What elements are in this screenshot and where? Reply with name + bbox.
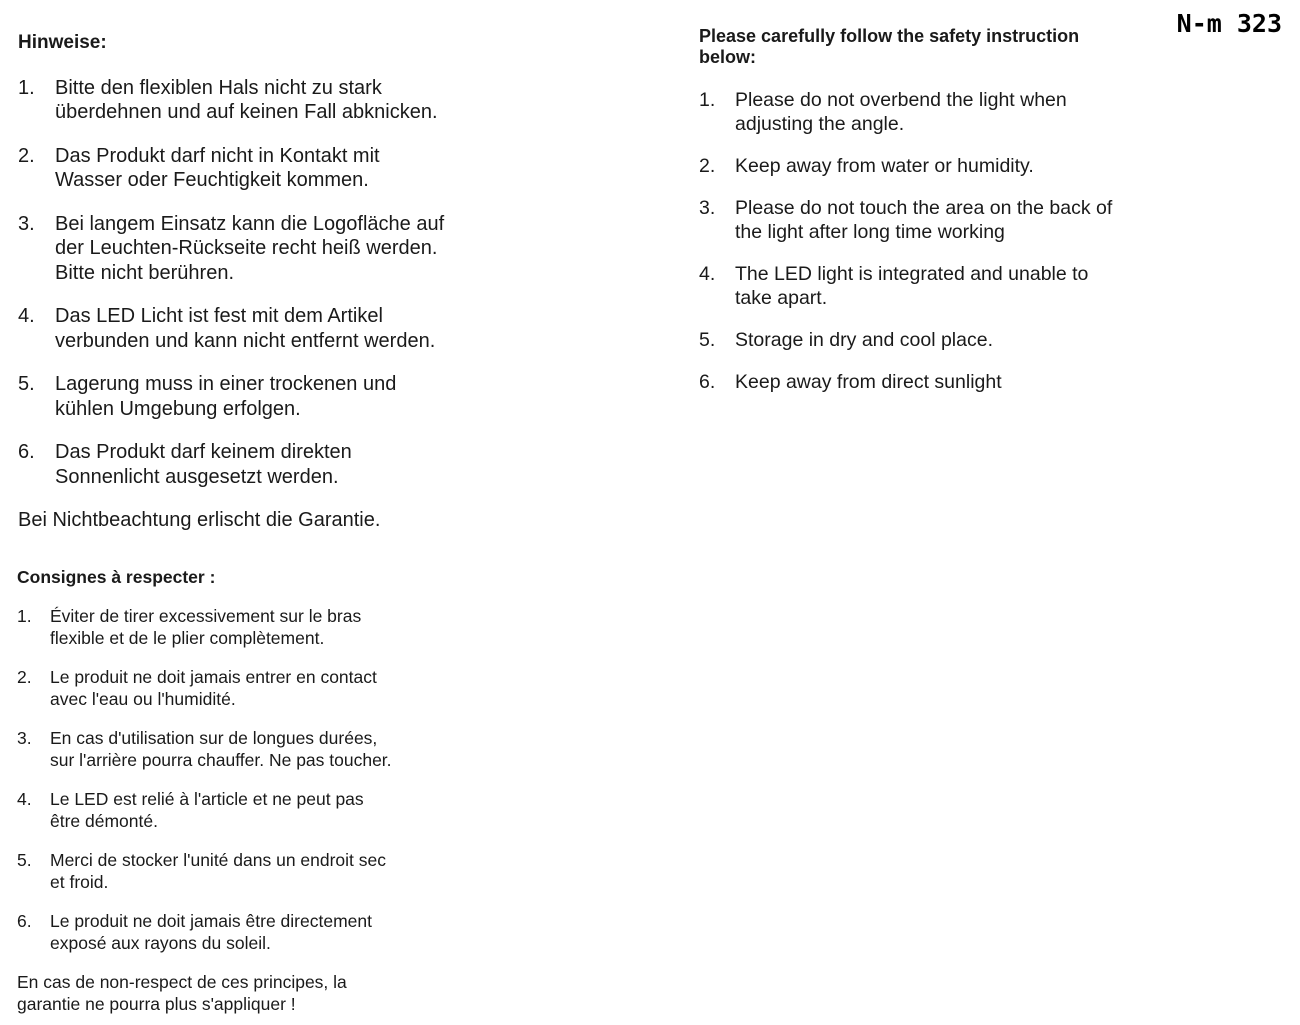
item-number: 3. xyxy=(17,728,32,748)
item-line: Wasser oder Feuchtigkeit kommen. xyxy=(55,169,369,191)
item-line: En cas d'utilisation sur de longues durées, xyxy=(50,728,378,748)
note-line: En cas de non-respect de ces principes, la xyxy=(17,972,347,992)
english-item-3 xyxy=(699,196,1112,244)
item-line: Bei langem Einsatz kann die Logofläche auf xyxy=(55,212,445,235)
french-item-1 xyxy=(17,605,392,649)
french-warranty-note xyxy=(17,971,392,1015)
item-line: take apart. xyxy=(735,287,828,309)
german-warranty-note: Bei Nichtbeachtung erlischt die Garantie. xyxy=(18,509,381,531)
item-line: Bitte den flexiblen Hals nicht zu stark xyxy=(55,76,382,99)
english-item-2 xyxy=(699,154,1112,178)
item-number: 1. xyxy=(699,89,716,111)
item-line: verbunden und kann nicht entfernt werden. xyxy=(55,329,436,352)
item-line: avec l'eau ou l'humidité. xyxy=(50,689,236,709)
english-item-5 xyxy=(699,328,1112,352)
item-line: Bitte nicht berühren. xyxy=(55,261,234,284)
english-heading xyxy=(699,26,1112,68)
item-number: 1. xyxy=(17,606,32,626)
item-line: Das Produkt darf nicht in Kontakt mit xyxy=(55,144,380,167)
english-item-1 xyxy=(699,88,1112,136)
item-number: 1. xyxy=(18,76,35,99)
item-number: 6. xyxy=(699,371,716,393)
german-instructions xyxy=(18,31,444,533)
item-line: the light after long time working xyxy=(735,221,1005,243)
item-line: überdehnen und auf keinen Fall abknicken. xyxy=(55,101,438,123)
item-number: 2. xyxy=(699,155,716,177)
item-line: Keep away from direct sunlight xyxy=(735,371,1002,393)
item-line: sur l'arrière pourra chauffer. Ne pas toucher. xyxy=(50,750,392,770)
german-heading: Hinweise: xyxy=(18,32,107,53)
item-line: Éviter de tirer excessivement sur le bras xyxy=(50,606,362,626)
french-item-6 xyxy=(17,910,392,954)
item-line: flexible et de le plier complètement. xyxy=(50,628,325,648)
german-item-4 xyxy=(18,304,444,353)
note-line: garantie ne pourra plus s'appliquer ! xyxy=(17,994,296,1014)
item-line: Le produit ne doit jamais entrer en contact xyxy=(50,667,377,687)
heading-line: below: xyxy=(699,47,756,67)
item-number: 4. xyxy=(699,263,716,285)
item-line: Sonnenlicht ausgesetzt werden. xyxy=(55,465,339,488)
item-number: 5. xyxy=(699,329,716,351)
french-item-2 xyxy=(17,666,392,710)
german-item-2 xyxy=(18,144,444,193)
document-code-label: N-m 323 xyxy=(1176,9,1282,38)
item-line: der Leuchten-Rückseite recht heiß werden. xyxy=(55,237,438,259)
item-number: 6. xyxy=(18,441,35,463)
item-line: Lagerung muss in einer trockenen und xyxy=(55,373,397,395)
heading-line: Please carefully follow the safety instruction xyxy=(699,26,1080,46)
item-line: Please do not overbend the light when xyxy=(735,89,1067,111)
item-line: exposé aux rayons du soleil. xyxy=(50,933,271,953)
english-list xyxy=(699,88,1112,394)
item-line: Merci de stocker l'unité dans un endroit sec xyxy=(50,850,387,870)
item-line: Le produit ne doit jamais être directement xyxy=(50,911,372,931)
item-number: 6. xyxy=(17,911,32,931)
item-number: 3. xyxy=(699,197,716,219)
item-line: Storage in dry and cool place. xyxy=(735,329,993,351)
item-line: Das LED Licht ist fest mit dem Artikel xyxy=(55,305,383,327)
german-item-3 xyxy=(18,212,444,286)
item-line: être démonté. xyxy=(50,811,158,831)
item-line: Le LED est relié à l'article et ne peut pas xyxy=(50,789,364,809)
german-item-5 xyxy=(18,372,444,421)
german-item-6 xyxy=(18,440,444,489)
german-list xyxy=(18,76,444,490)
item-number: 2. xyxy=(18,144,35,167)
french-instructions xyxy=(17,566,392,1015)
english-instructions xyxy=(699,26,1112,412)
item-number: 2. xyxy=(17,667,32,687)
item-number: 5. xyxy=(17,850,32,870)
item-line: The LED light is integrated and unable to xyxy=(735,263,1089,285)
item-line: kühlen Umgebung erfolgen. xyxy=(55,397,301,420)
item-line: Please do not touch the area on the back of xyxy=(735,197,1113,219)
french-item-5 xyxy=(17,849,392,893)
french-heading: Consignes à respecter : xyxy=(17,567,216,587)
item-line: Das Produkt darf keinem direkten xyxy=(55,441,352,463)
french-list xyxy=(17,605,392,954)
english-item-6 xyxy=(699,370,1112,394)
item-number: 5. xyxy=(18,373,35,395)
english-item-4 xyxy=(699,262,1112,310)
french-item-3 xyxy=(17,727,392,771)
german-item-1 xyxy=(18,76,444,125)
item-number: 4. xyxy=(18,305,35,327)
item-number: 4. xyxy=(17,789,32,809)
item-line: et froid. xyxy=(50,872,109,892)
item-number: 3. xyxy=(18,212,35,235)
item-line: Keep away from water or humidity. xyxy=(735,155,1034,177)
item-line: adjusting the angle. xyxy=(735,113,905,135)
french-item-4 xyxy=(17,788,392,832)
